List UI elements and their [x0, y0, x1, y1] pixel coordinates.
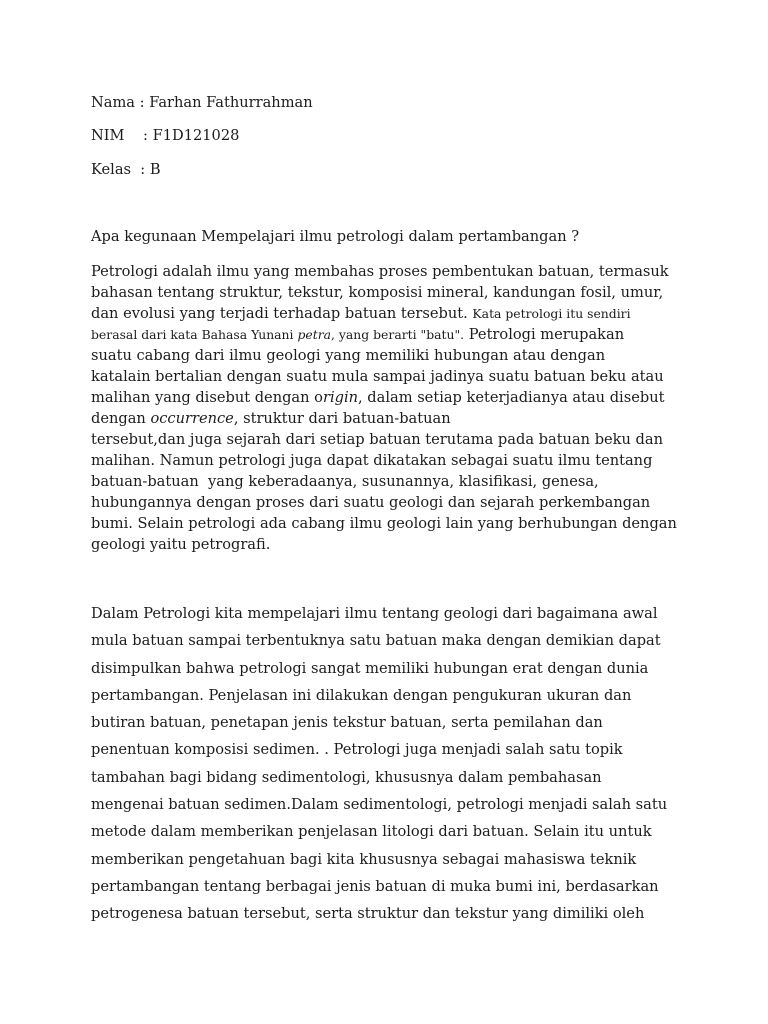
paragraph-line: tambahan bagi bidang sedimentologi, khususnya dalam pembahasan: [91, 768, 602, 786]
paragraph-line: katalain bertalian dengan suatu mula sampai jadinya suatu batuan beku atau: [91, 368, 664, 385]
paragraph-line: batuan-batuan yang keberadaanya, susunannya, klasifikasi, genesa,: [91, 473, 599, 490]
italic-term-occurrence: occurrence: [150, 410, 234, 427]
text-run: dengan: [91, 410, 151, 427]
paragraph-line: Petrologi adalah ilmu yang membahas proses pembentukan batuan, termasuk: [91, 263, 669, 280]
paragraph-line: [91, 303, 691, 324]
text-run-small: , yang berarti "batu".: [331, 327, 465, 342]
text-run-small: Kata petrologi itu sendiri: [472, 306, 631, 321]
paragraph-line: mengenai batuan sedimen.Dalam sedimentologi, petrologi menjadi salah satu: [91, 796, 668, 814]
paragraph-line: hubungannya dengan proses dari suatu geologi dan sejarah perkembangan: [91, 494, 651, 511]
paragraph-line: suatu cabang dari ilmu geologi yang memiliki hubungan atau dengan: [91, 347, 606, 364]
text-run: dan evolusi yang terjadi terhadap batuan tersebut.: [91, 305, 473, 322]
paragraph-line: bumi. Selain petrologi ada cabang ilmu geologi lain yang berhubungan dengan: [91, 515, 677, 532]
paragraph-line: [91, 387, 691, 408]
paragraph-line: Dalam Petrologi kita mempelajari ilmu tentang geologi dari bagaimana awal: [91, 605, 658, 622]
question-heading: Apa kegunaan Mempelajari ilmu petrologi dalam pertambangan ?: [91, 228, 580, 245]
paragraph-line: pertambangan tentang berbagai jenis batuan di muka bumi ini, berdasarkan: [91, 877, 659, 895]
italic-term-petra: petra: [297, 327, 332, 342]
paragraph-line: penentuan komposisi sedimen. . Petrologi juga menjadi salah satu topik: [91, 741, 623, 759]
paragraph-line: pertambangan. Penjelasan ini dilakukan dengan pengukuran ukuran dan: [91, 686, 632, 704]
paragraph-line: geologi yaitu petrografi.: [91, 536, 271, 553]
paragraph-line: petrogenesa batuan tersebut, serta struktur dan tekstur yang dimiliki oleh: [91, 905, 645, 923]
paragraph-line: malihan. Namun petrologi juga dapat dikatakan sebagai suatu ilmu tentang: [91, 452, 653, 469]
text-run: Petrologi merupakan: [464, 326, 625, 343]
student-class: Kelas : B: [91, 161, 161, 178]
paragraph-line: mula batuan sampai terbentuknya satu batuan maka dengan demikian dapat: [91, 632, 661, 650]
student-name: Nama : Farhan Fathurrahman: [91, 94, 313, 111]
text-run: , dalam setiap keterjadianya atau disebut: [358, 389, 665, 406]
italic-term-origin: rigin: [322, 389, 359, 406]
paragraph-line: [91, 324, 691, 345]
text-run-small: berasal dari kata Bahasa Yunani: [91, 327, 298, 342]
paragraph-line: memberikan pengetahuan bagi kita khususnya sebagai mahasiswa teknik: [91, 850, 637, 868]
paragraph-line: tersebut,dan juga sejarah dari setiap batuan terutama pada batuan beku dan: [91, 431, 663, 448]
paragraph-line: butiran batuan, penetapan jenis tekstur batuan, serta pemilahan dan: [91, 714, 603, 732]
text-run: malihan yang disebut dengan o: [91, 389, 323, 406]
student-nim: NIM : F1D121028: [91, 127, 240, 144]
paragraph-line: bahasan tentang struktur, tekstur, komposisi mineral, kandungan fosil, umur,: [91, 284, 664, 301]
paragraph-line: metode dalam memberikan penjelasan litologi dari batuan. Selain itu untuk: [91, 823, 652, 841]
text-run: , struktur dari batuan-batuan: [233, 410, 451, 427]
paragraph-definition: [91, 261, 691, 555]
paragraph-line: disimpulkan bahwa petrologi sangat memiliki hubungan erat dengan dunia: [91, 659, 649, 677]
paragraph-line: [91, 408, 691, 429]
paragraph-relevance: [91, 600, 691, 928]
